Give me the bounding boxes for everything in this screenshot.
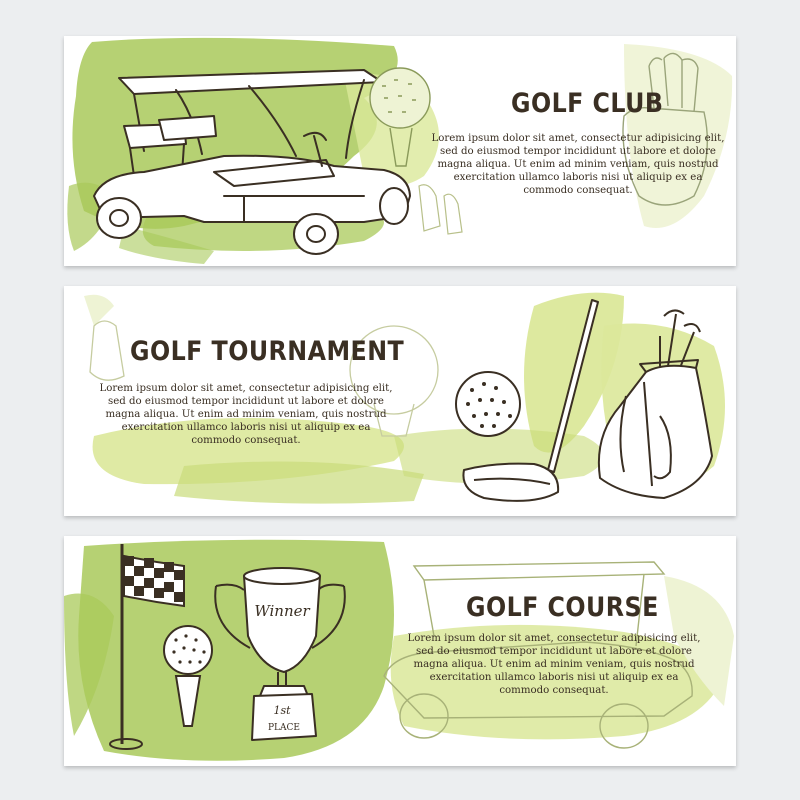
banner-golf-club	[64, 36, 736, 266]
banner-2-text: Lorem ipsum dolor sit amet, consectetur adipisicing elit, sed do eiusmod tempor incididunt ut labore et dolore magna aliqua. Ut enim ad minim veniam, quis nostrud exercitation ullamco laboris nisi ut aliquip ex ea commodo consequat.	[99, 383, 393, 446]
banner-3-title: GOLF COURSE	[466, 592, 659, 623]
banner-3-text: Lorem ipsum dolor sit amet, consectetur adipisicing elit, sed do eiusmod tempor incididunt ut labore et dolore magna aliqua. Ut enim ad minim veniam, quis nostrud exercitation ullamco laboris nisi ut aliquip ex ea commodo consequat.	[407, 633, 701, 696]
trophy-cup-label: Winner	[254, 602, 310, 620]
banner-2-title: GOLF TOURNAMENT	[130, 336, 405, 367]
trophy-base-label-2: PLACE	[268, 723, 300, 733]
trophy-base-label-1: 1st	[273, 704, 291, 717]
golf-ball-icon	[456, 372, 520, 436]
banner-golf-tournament	[64, 286, 736, 516]
banner-1-text: Lorem ipsum dolor sit amet, consectetur adipisicing elit, sed do eiusmod tempor incididunt ut labore et dolore magna aliqua. Ut enim ad minim veniam, quis nostrud exercitation ullamco laboris nisi ut aliquip ex ea commodo consequat.	[431, 133, 725, 196]
banner-golf-course	[64, 536, 736, 766]
banner-1-title: GOLF CLUB	[511, 88, 664, 119]
